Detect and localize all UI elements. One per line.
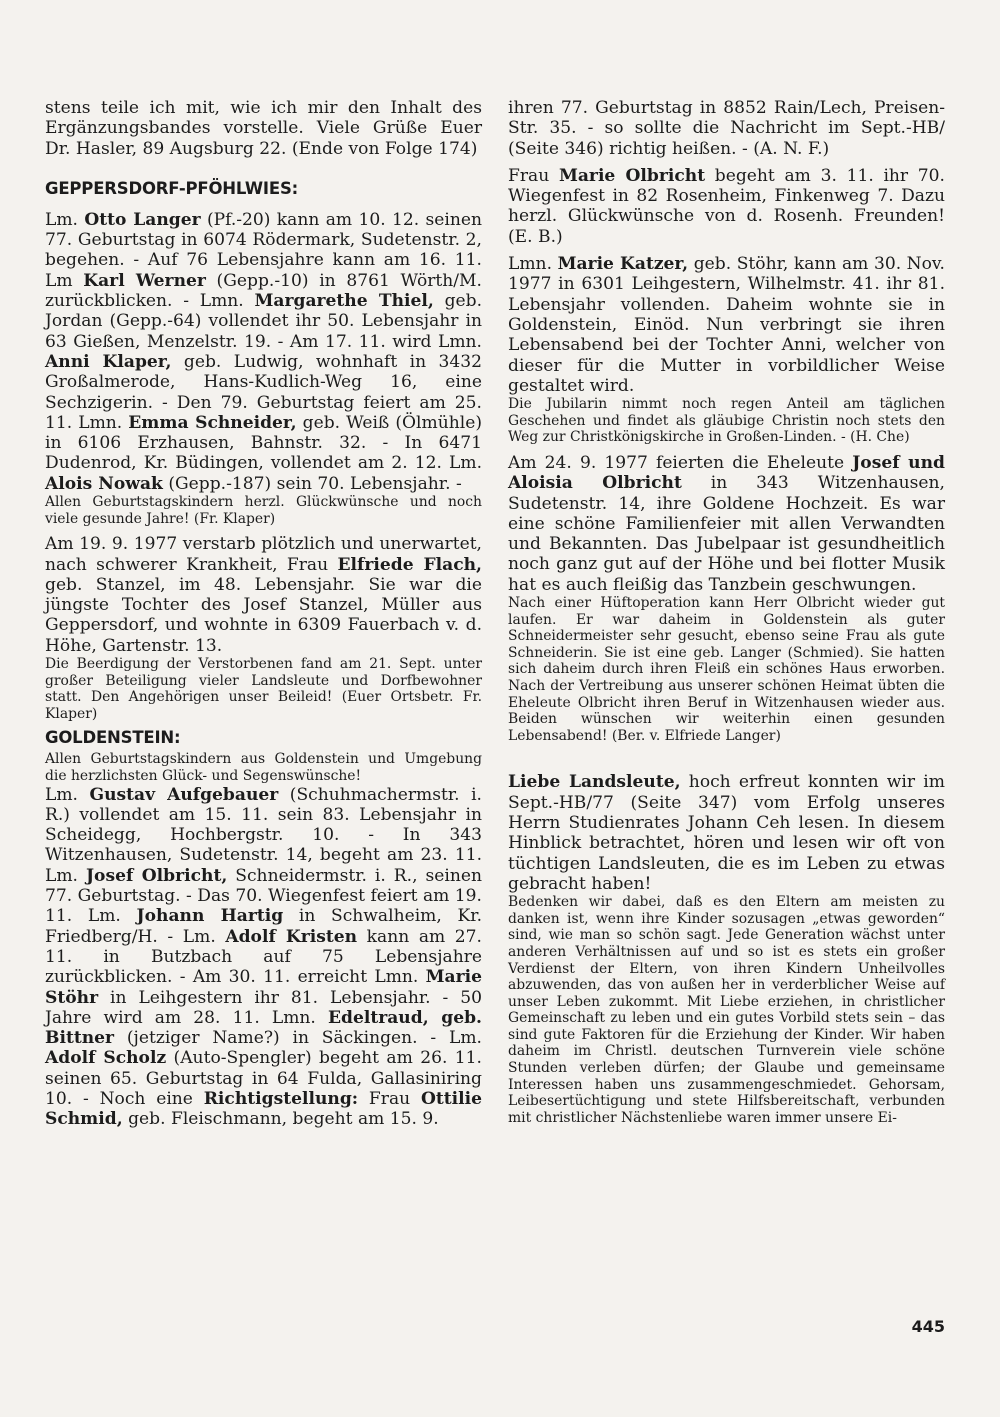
paragraph-liebe-landsleute: Liebe Landsleute, hoch erfreut konnten wir im Sept.-HB/77 (Seite 347) vom Erfolg unseres Herrn Studienrates Johann Ceh lesen. In diesem Hinblick betrachtet, hören und lesen wir oft von tüchtigen Landsleuten, die es im Leben zu etwas gebracht haben! [508,772,945,894]
section-heading-geppersdorf: GEPPERSDORF-PFÖHLWIES: [45,178,299,198]
section-heading-goldenstein: GOLDENSTEIN: [45,728,181,748]
intro-paragraph: stens teile ich mit, wie ich mir den Inhalt des Ergänzungsbandes vorstelle. Viele Grüße Euer Dr. Hasler, 89 Augsburg 22. (Ende von Folge 174) [45,98,482,159]
paragraph-marie-olbricht: Frau Marie Olbricht begeht am 3. 11. ihr 70. Wiegenfest in 82 Rosenheim, Finkenweg 7. Dazu herzl. Glückwünsche von d. Rosenh. Freunden! (E. B.) [508,165,945,247]
paragraph-obituary: Am 19. 9. 1977 verstarb plötzlich und unerwartet, nach schwerer Krankheit, Frau Elfriede Flach, geb. Stanzel, im 48. Lebensjahr. Sie war die jüngste Tochter des Josef Stanzel, Müller aus Geppersdorf, und wohnte in 6309 Fauerbach v. d. Höhe, Gartenstr. 13. [45,534,482,656]
paragraph-goldenstein-birthdays: Lm. Gustav Aufgebauer (Schuhmachermstr. i. R.) vollendet am 15. 11. sein 83. Lebensjahr in Scheidegg, Hochbergstr. 10. - In 343 Witzenhausen, Sudetenstr. 14, begeht am 23. 11. Lm. Josef Olbricht, Schneidermstr. i. R., seinen 77. Geburtstag. - Das 70. Wiegenfest feiert am 19. 11. Lm. Johann Hartig in Schwalheim, Kr. Friedberg/H. - Lm. Adolf Kristen kann am 27. 11. in Butzbach auf 75 Lebensjahre zurückblicken. - Am 30. 11. erreicht Lmn. Marie Stöhr in Leihgestern ihr 81. Lebensjahr. - 50 Jahre wird am 28. 11. Lmn. Edeltraud, geb. Bittner (jetziger Name?) in Säckingen. - Lm. Adolf Scholz (Auto-Spengler) begeht am 26. 11. seinen 65. Geburtstag in 64 Fulda, Gallasiniring 10. - Noch eine Richtigstellung: Frau Ottilie Schmid, geb. Fleischmann, begeht am 15. 9. [45,784,483,1130]
paragraph-golden-wedding: Am 24. 9. 1977 feierten die Eheleute Josef und Aloisia Olbricht in 343 Witzenhausen, Sudetenstr. 14, ihre Goldene Hochzeit. Es war eine schöne Familienfeier mit allen Verwandten und Bekannten. Das Jubelpaar ist gesundheitlich noch ganz gut auf der Höhe und bei flotter Musik hat es auch fleißig das Tanzbein geschwungen. [508,452,945,595]
paragraph-correction: ihren 77. Geburtstag in 8852 Rain/Lech, Preisen-Str. 35. - so sollte die Nachricht im Sept.-HB/ (Seite 346) richtig heißen. - (A. N. F.) [508,98,945,159]
note-liebe-landsleute: Bedenken wir dabei, daß es den Eltern am meisten zu danken ist, wenn ihre Kinder sozusagen „etwas geworden“ sind, wie man so schön sagt. Jede Generation wächst unter anderen Verhältnissen auf und so ist es stets ein großer Verdienst der Eltern, von ihren Kindern Unheilvolles abzuwenden, das von außen her in verderblicher Weise auf unser Leben zukommt. Mit Liebe erziehen, in christlicher Gemeinschaft zu leben und ein gutes Vorbild stets sein – das sind gute Faktoren für die Erziehung der Kinder. Wir haben daheim im Christl. deutschen Turnverein viele schöne Stunden verleben dürfen; der Glaube und gemeinsame Interessen haben uns zusammengeschmiedet. Gehorsam, Leibesertüchtigung und stete Hilfsbereitschaft, verbunden mit christlicher Nächstenliebe waren immer unsere Ei- [508,894,945,1126]
left-column [45,98,482,1130]
paragraph-marie-katzer: Lmn. Marie Katzer, geb. Stöhr, kann am 30. Nov. 1977 in 6301 Leihgestern, Wilhelmstr. 41. ihr 81. Lebensjahr vollenden. Daheim wohnte sie in Goldenstein, Einöd. Nun verbringt sie ihren Lebensabend bei der Tochter Anni, welcher von dieser für die Mutter in vorbildlicher Weise gestaltet wird. [508,254,945,396]
note-golden-wedding: Nach einer Hüftoperation kann Herr Olbricht wieder gut laufen. Er war daheim in Goldenstein als guter Schneidermeister sehr gesucht, ebenso seine Frau als gute Schneiderin. Sie ist eine geb. Langer (Schmied). Sie hatten sich daheim durch ihren Fleiß ein schönes Haus erworben. Nach der Vertreibung aus unserer schönen Heimat übten die Eheleute Olbricht ihren Beruf in Witzenhausen wieder aus. Beiden wünschen wir weiterhin einen gesunden Lebensabend! (Ber. v. Elfriede Langer) [508,595,945,744]
paragraph-geppersdorf-birthdays: Lm. Otto Langer (Pf.-20) kann am 10. 12. seinen 77. Geburtstag in 6074 Rödermark, Sudetenstr. 2, begehen. - Auf 76 Lebensjahre kann am 16. 11. Lm Karl Werner (Gepp.-10) in 8761 Wörth/M. zurückblicken. - Lmn. Margarethe Thiel, geb. Jordan (Gepp.-64) vollendet ihr 50. Lebensjahr in 63 Gießen, Menzelstr. 19. - Am 17. 11. wird Lmn. Anni Klaper, geb. Ludwig, wohnhaft in 3432 Großalmerode, Hans-Kudlich-Weg 16, eine Sechzigerin. - Den 79. Geburtstag feiert am 25. 11. Lmn. Emma Schneider, geb. Weiß (Ölmühle) in 6106 Erzhausen, Bahnstr. 32. - In 6471 Dudenrod, Kr. Büdingen, vollendet am 2. 12. Lm. Alois Nowak (Gepp.-187) sein 70. Lebensjahr. - [45,209,483,494]
spacer [508,744,945,772]
note-funeral: Die Beerdigung der Verstorbenen fand am 21. Sept. unter großer Beteiligung vieler Landsleute und Dorfbewohner statt. Den Angehörigen unser Beileid! (Euer Ortsbetr. Fr. Klaper) [45,656,482,722]
note-goldenstein-greetings: Allen Geburtstagskindern aus Goldenstein und Umgebung die herzlichsten Glück- und Segenswünsche! [45,751,482,784]
note-geppersdorf-greetings: Allen Geburtstagskindern herzl. Glückwünsche und noch viele gesunde Jahre! (Fr. Klaper) [45,494,482,527]
note-jubilarin: Die Jubilarin nimmt noch regen Anteil am täglichen Geschehen und findet als gläubige Christin noch stets den Weg zur Christkönigskirche in Großen-Linden. - (H. Che) [508,396,945,446]
right-column [508,98,945,1126]
page-number: 445 [911,1317,945,1336]
